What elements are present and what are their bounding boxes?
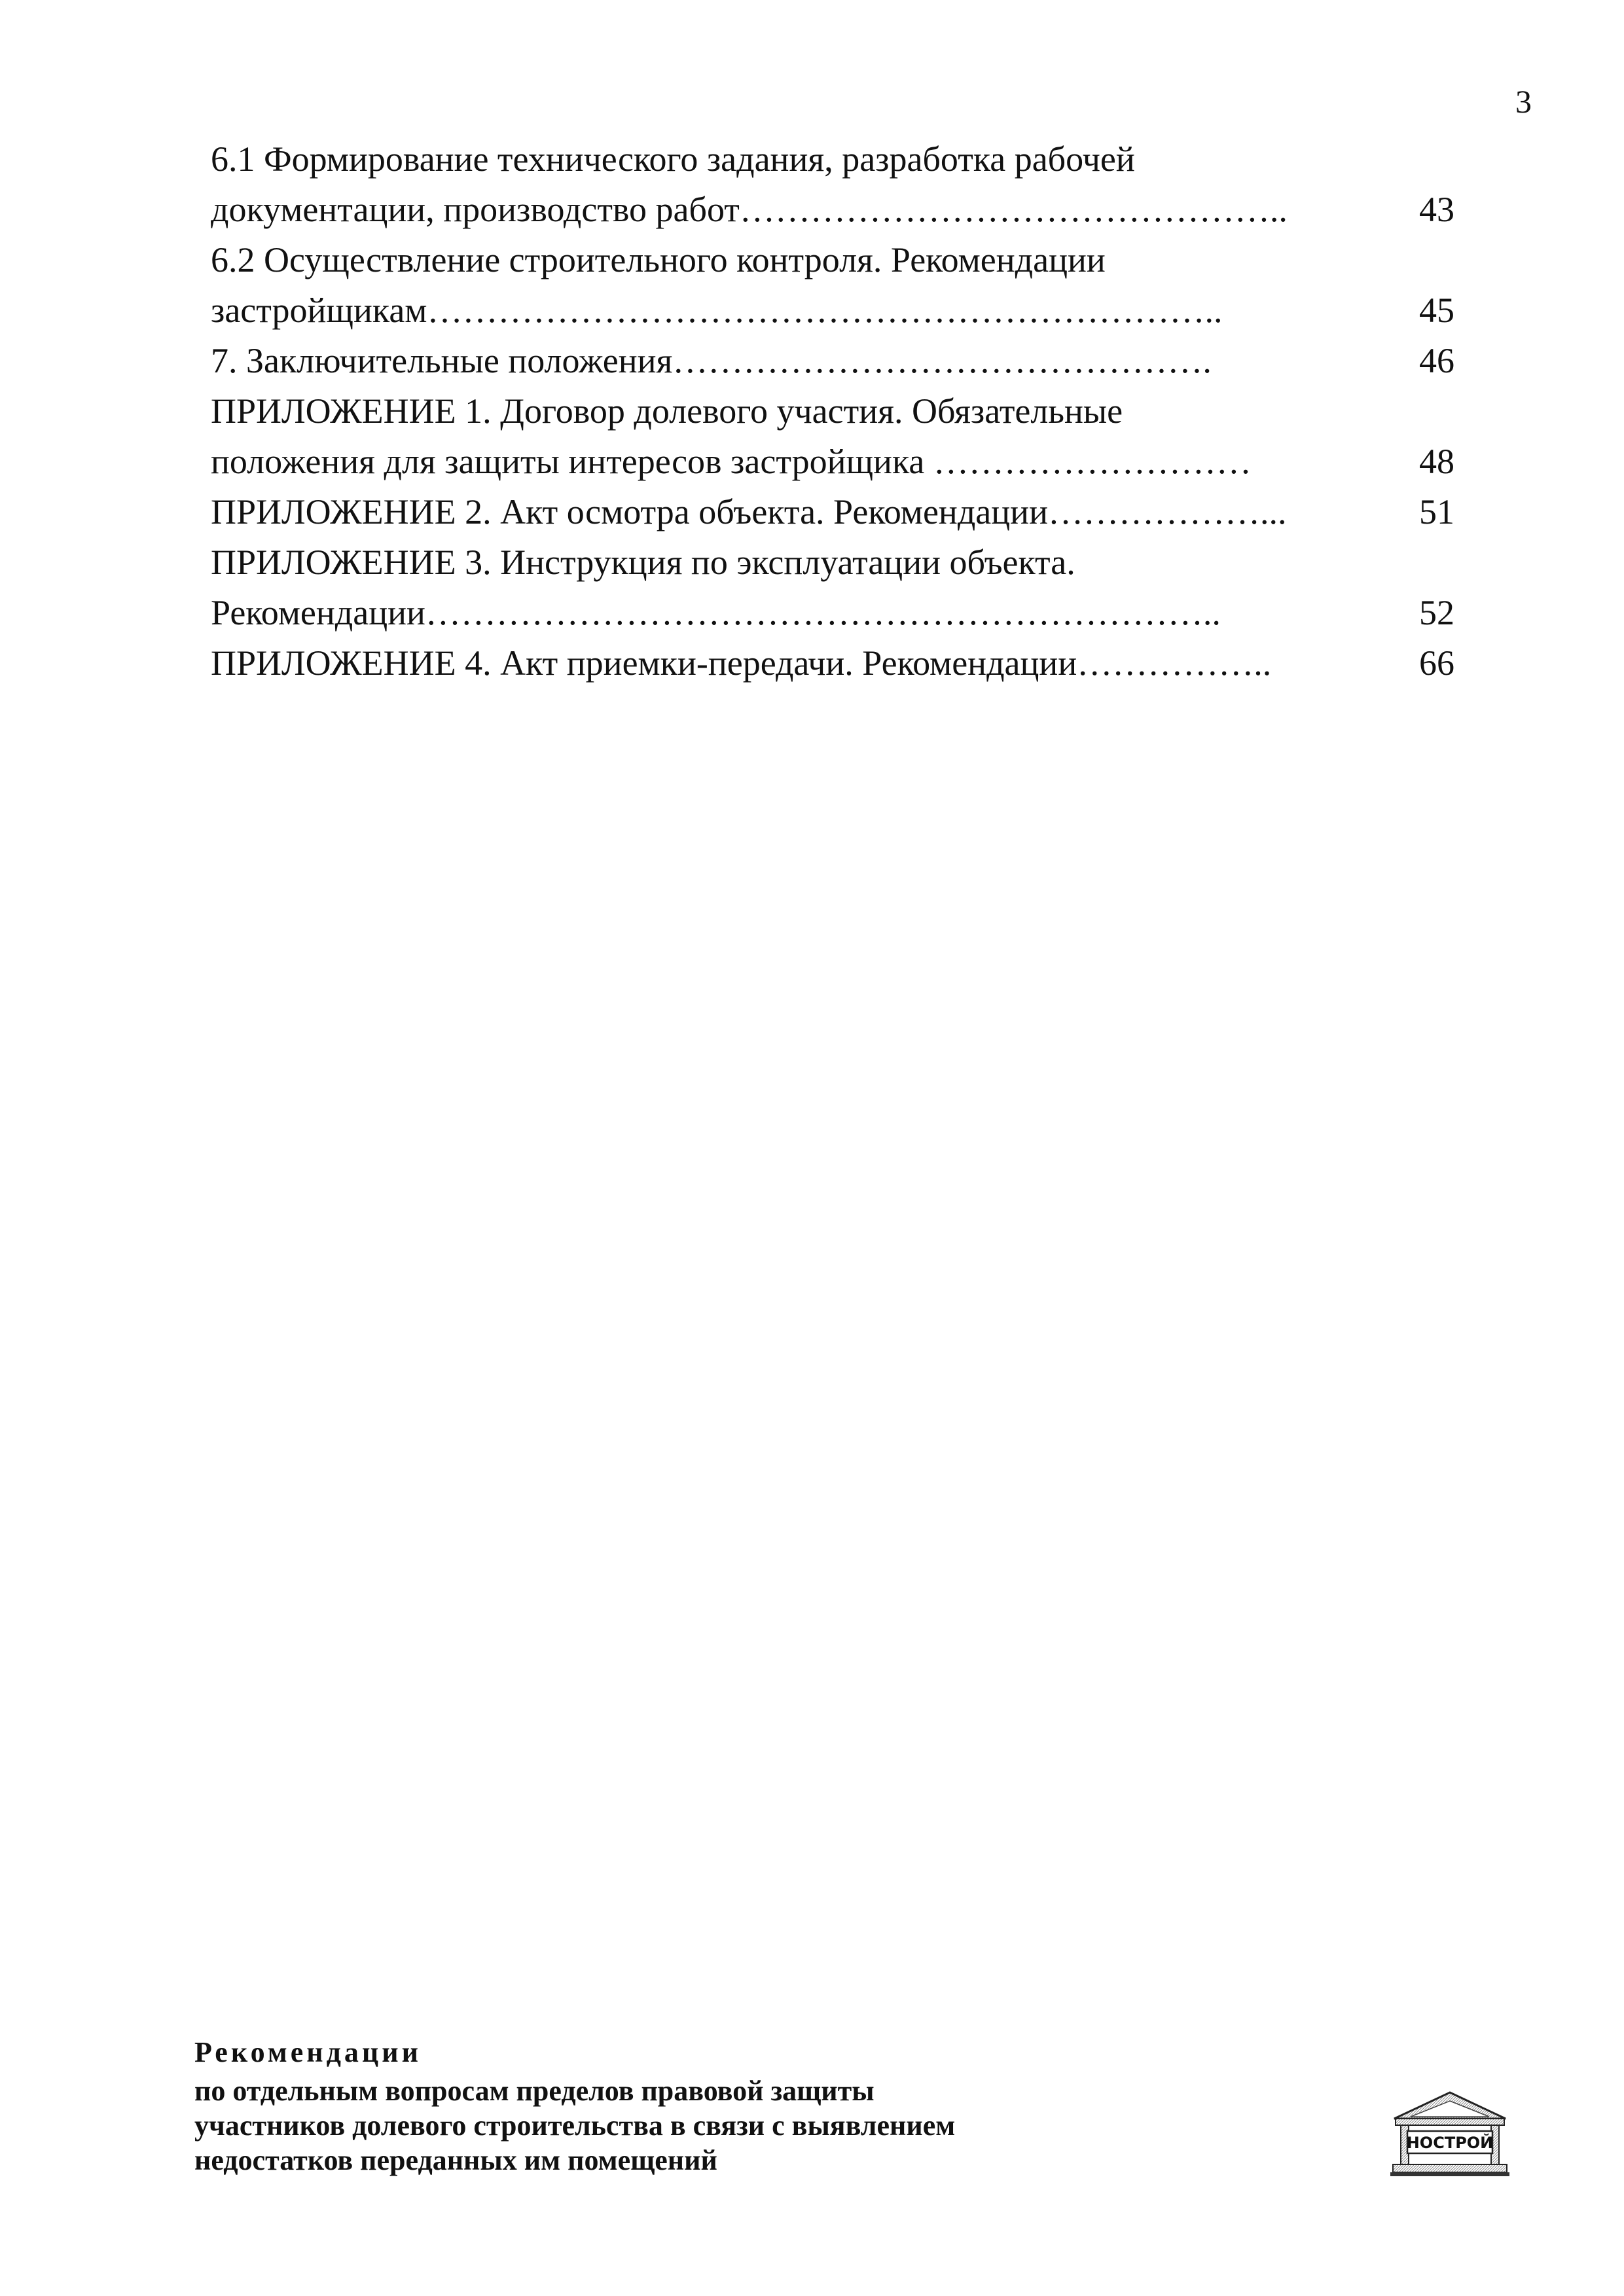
toc-entry-7[interactable] [211,336,1454,386]
footer-title: Рекомендации [194,2036,422,2068]
toc-entry-appendix-3[interactable] [211,537,1454,638]
toc-entry-appendix-4[interactable] [211,638,1454,689]
toc-entry-text-last-line: положения для защиты интересов застройщика ……………………… [211,442,1252,481]
toc-entry-text-last-line: 7. Заключительные положения………………………………………. [211,341,1212,380]
toc-entry-text: ПРИЛОЖЕНИЕ 3. Инструкция по эксплуатации объекта. [211,543,1075,582]
toc-page-number: 48 [1419,442,1454,481]
page-number: 3 [1515,83,1532,120]
toc-entry-text: 6.1 Формирование технического задания, разработка рабочей [211,139,1135,179]
toc-entry-text: 6.2 Осуществление строительного контроля. Рекомендации [211,240,1106,279]
toc-page-number: 45 [1419,291,1454,330]
logo-text: НОСТРОЙ [1406,2134,1494,2152]
footer-line: недостатков переданных им помещений [194,2144,717,2176]
footer-line: участников долевого строительства в связи с выявлением [194,2109,956,2142]
toc-entry-appendix-2[interactable] [211,487,1454,537]
nostroy-logo [1388,2089,1512,2178]
toc-entry-text-last-line: ПРИЛОЖЕНИЕ 4. Акт приемки-передачи. Рекомендации…………….. [211,643,1272,683]
toc-page-number: 66 [1419,643,1454,683]
toc-page-number: 43 [1419,190,1454,229]
toc-entry-6-1[interactable] [211,134,1454,235]
table-of-contents [211,134,1454,689]
footer-line: по отдельным вопросам пределов правовой защиты [194,2075,875,2107]
toc-entry-text: ПРИЛОЖЕНИЕ 1. Договор долевого участия. Обязательные [211,391,1123,431]
toc-entry-text-last-line: документации, производство работ……………………………………….. [211,190,1288,229]
toc-page-number: 46 [1419,341,1454,380]
toc-entry-appendix-1[interactable] [211,386,1454,487]
toc-entry-text-last-line: Рекомендации………………………………………………………….. [211,593,1221,632]
toc-page-number: 51 [1419,492,1454,531]
toc-page-number: 52 [1419,593,1454,632]
nostroy-building-icon [1388,2089,1512,2178]
footer-subtitle [194,2073,955,2178]
toc-entry-text-last-line: ПРИЛОЖЕНИЕ 2. Акт осмотра объекта. Рекомендации………………... [211,492,1287,531]
toc-entry-text-last-line: застройщикам………………………………………………………….. [211,291,1223,330]
toc-entry-6-2[interactable] [211,235,1454,336]
